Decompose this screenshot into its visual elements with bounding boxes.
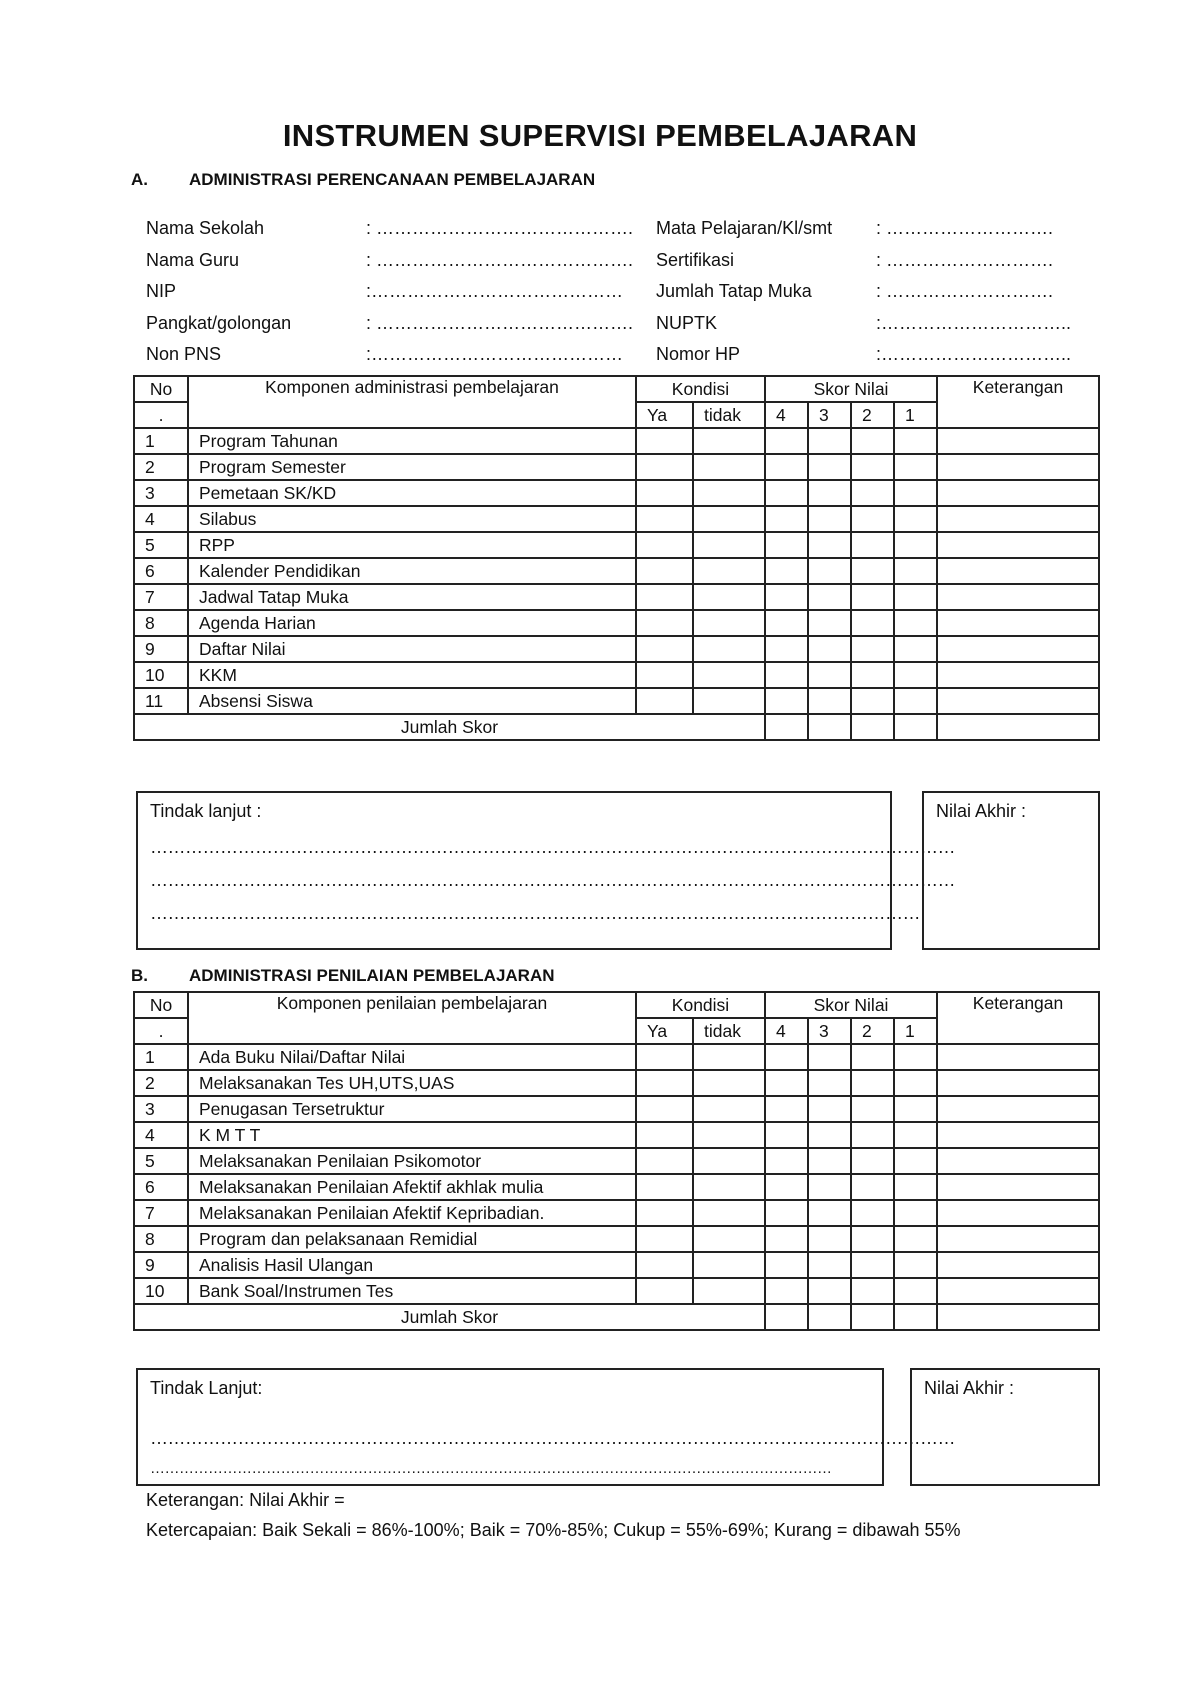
final-score-box-b[interactable] [910, 1368, 1100, 1486]
table-row [134, 558, 1099, 584]
field-label: NUPTK [656, 312, 718, 333]
cell-score-1[interactable] [894, 428, 937, 454]
row-number: 2 [134, 454, 188, 480]
cell-keterangan[interactable] [937, 636, 1099, 662]
cell-ya[interactable] [636, 1174, 693, 1200]
cell-score-1[interactable] [894, 532, 937, 558]
table-row [134, 1278, 1099, 1304]
field-label: Nomor HP [656, 344, 741, 364]
row-component: RPP [188, 532, 636, 558]
table-row [134, 1252, 1099, 1278]
cell-score-3[interactable] [808, 558, 851, 584]
cell-score-2[interactable] [851, 688, 894, 714]
total-score-4[interactable] [765, 714, 808, 740]
cell-score-4[interactable] [765, 610, 808, 636]
field-value[interactable]: :…………………………………… [366, 344, 624, 364]
row-number: 1 [134, 1044, 188, 1070]
row-component: Melaksanakan Tes UH,UTS,UAS [188, 1070, 636, 1096]
cell-score-4[interactable] [765, 454, 808, 480]
cell-keterangan[interactable] [937, 506, 1099, 532]
header-tidak: tidak [693, 402, 765, 428]
row-component: KKM [188, 662, 636, 688]
row-component: Silabus [188, 506, 636, 532]
cell-tidak[interactable] [693, 1226, 765, 1252]
cell-tidak[interactable] [693, 1174, 765, 1200]
header-keterangan: Keterangan [937, 376, 1099, 428]
cell-tidak[interactable] [693, 558, 765, 584]
cell-score-4[interactable] [765, 1252, 808, 1278]
field-value[interactable]: : ……………………………………. [366, 312, 634, 333]
row-number: 10 [134, 662, 188, 688]
cell-score-4[interactable] [765, 428, 808, 454]
cell-score-1[interactable] [894, 454, 937, 480]
cell-score-2[interactable] [851, 636, 894, 662]
row-number: 7 [134, 1200, 188, 1226]
row-number: 5 [134, 1148, 188, 1174]
cell-keterangan[interactable] [937, 688, 1099, 714]
row-number: 3 [134, 1096, 188, 1122]
total-row [134, 714, 1099, 740]
cell-tidak[interactable] [693, 636, 765, 662]
cell-score-4[interactable] [765, 480, 808, 506]
section-a-heading [131, 170, 595, 190]
cell-score-2[interactable] [851, 1096, 894, 1122]
cell-score-4[interactable] [765, 1174, 808, 1200]
cell-ya[interactable] [636, 532, 693, 558]
table-row [134, 662, 1099, 688]
table-row [134, 1174, 1099, 1200]
table-administrasi-penilaian [133, 991, 1100, 1331]
total-score-1[interactable] [894, 1304, 937, 1330]
cell-score-2[interactable] [851, 1174, 894, 1200]
cell-keterangan[interactable] [937, 532, 1099, 558]
cell-keterangan[interactable] [937, 1174, 1099, 1200]
header-tidak: tidak [693, 1018, 765, 1044]
cell-score-2[interactable] [851, 1200, 894, 1226]
cell-score-1[interactable] [894, 1174, 937, 1200]
cell-score-4[interactable] [765, 662, 808, 688]
header-no-dot: . [134, 402, 188, 428]
row-number: 4 [134, 506, 188, 532]
cell-score-4[interactable] [765, 636, 808, 662]
cell-score-3[interactable] [808, 1122, 851, 1148]
header-no: No [134, 376, 188, 402]
cell-ya[interactable] [636, 1148, 693, 1174]
table-row [134, 1096, 1099, 1122]
cell-score-2[interactable] [851, 428, 894, 454]
cell-ya[interactable] [636, 636, 693, 662]
cell-score-3[interactable] [808, 1278, 851, 1304]
row-component: Program dan pelaksanaan Remidial [188, 1226, 636, 1252]
cell-score-3[interactable] [808, 688, 851, 714]
cell-score-3[interactable] [808, 480, 851, 506]
row-component: Kalender Pendidikan [188, 558, 636, 584]
final-score-label-a: Nilai Akhir : [936, 801, 1027, 821]
cell-score-3[interactable] [808, 636, 851, 662]
cell-ya[interactable] [636, 558, 693, 584]
cell-score-2[interactable] [851, 532, 894, 558]
cell-score-4[interactable] [765, 506, 808, 532]
header-no: No [134, 992, 188, 1018]
table-row [134, 1070, 1099, 1096]
row-component: Ada Buku Nilai/Daftar Nilai [188, 1044, 636, 1070]
table-row [134, 1200, 1099, 1226]
cell-score-1[interactable] [894, 558, 937, 584]
cell-score-2[interactable] [851, 1148, 894, 1174]
cell-ya[interactable] [636, 1278, 693, 1304]
row-component: K M T T [188, 1122, 636, 1148]
header-component: Komponen administrasi pembelajaran [188, 376, 636, 428]
cell-score-1[interactable] [894, 1252, 937, 1278]
cell-tidak[interactable] [693, 428, 765, 454]
cell-score-1[interactable] [894, 1226, 937, 1252]
table-row [134, 532, 1099, 558]
header-score-3: 3 [808, 1018, 851, 1044]
cell-tidak[interactable] [693, 584, 765, 610]
section-a-title: ADMINISTRASI PERENCANAAN PEMBELAJARAN [189, 170, 596, 189]
cell-ya[interactable] [636, 584, 693, 610]
cell-ya[interactable] [636, 1070, 693, 1096]
cell-tidak[interactable] [693, 532, 765, 558]
field-value[interactable]: :………………………….. [876, 312, 1072, 333]
cell-score-2[interactable] [851, 558, 894, 584]
row-number: 10 [134, 1278, 188, 1304]
page-title: INSTRUMEN SUPERVISI PEMBELAJARAN [282, 118, 918, 153]
cell-tidak[interactable] [693, 662, 765, 688]
cell-keterangan[interactable] [937, 1226, 1099, 1252]
row-component: Bank Soal/Instrumen Tes [188, 1278, 636, 1304]
header-score-2: 2 [851, 402, 894, 428]
cell-keterangan[interactable] [937, 610, 1099, 636]
cell-score-3[interactable] [808, 610, 851, 636]
footer-ketercapaian: Ketercapaian: Baik Sekali = 86%-100%; Baik = 70%-85%; Cukup = 55%-69%; Kurang = dibawah 55% [146, 1520, 961, 1540]
total-score-2[interactable] [851, 714, 894, 740]
cell-keterangan[interactable] [937, 480, 1099, 506]
row-number: 6 [134, 558, 188, 584]
cell-ya[interactable] [636, 454, 693, 480]
cell-tidak[interactable] [693, 610, 765, 636]
field-label: Non PNS [146, 344, 222, 364]
cell-score-3[interactable] [808, 1174, 851, 1200]
total-score-2[interactable] [851, 1304, 894, 1330]
cell-score-4[interactable] [765, 1122, 808, 1148]
cell-keterangan[interactable] [937, 1122, 1099, 1148]
cell-keterangan[interactable] [937, 1148, 1099, 1174]
cell-score-4[interactable] [765, 558, 808, 584]
identity-row [146, 250, 1066, 282]
field-label: Pangkat/golongan [146, 312, 292, 333]
cell-ya[interactable] [636, 1200, 693, 1226]
followup-line-a-1[interactable]: ………………………………………………………………………………………………………………………… [150, 837, 955, 857]
table-administrasi-perencanaan [133, 375, 1100, 741]
cell-tidak[interactable] [693, 506, 765, 532]
total-score-4[interactable] [765, 1304, 808, 1330]
cell-score-3[interactable] [808, 454, 851, 480]
header-score-2: 2 [851, 1018, 894, 1044]
cell-keterangan[interactable] [937, 1070, 1099, 1096]
total-score-label: Jumlah Skor [134, 714, 765, 740]
cell-score-2[interactable] [851, 584, 894, 610]
field-value[interactable]: : ………………………. [876, 218, 1054, 238]
row-component: Program Semester [188, 454, 636, 480]
table-row [134, 688, 1099, 714]
cell-score-4[interactable] [765, 584, 808, 610]
header-keterangan: Keterangan [937, 992, 1099, 1044]
cell-score-2[interactable] [851, 506, 894, 532]
row-component: Analisis Hasil Ulangan [188, 1252, 636, 1278]
followup-line-b-2[interactable]: …………………………………………………………………………………………………………………………… [150, 1460, 832, 1477]
row-number: 8 [134, 1226, 188, 1252]
cell-keterangan[interactable] [937, 1096, 1099, 1122]
cell-ya[interactable] [636, 1044, 693, 1070]
row-number: 1 [134, 428, 188, 454]
row-number: 8 [134, 610, 188, 636]
cell-score-4[interactable] [765, 1044, 808, 1070]
header-ya: Ya [636, 402, 693, 428]
row-number: 11 [134, 688, 188, 714]
cell-score-2[interactable] [851, 1278, 894, 1304]
field-value[interactable]: :………………………….. [876, 344, 1072, 364]
cell-keterangan[interactable] [937, 1200, 1099, 1226]
cell-score-3[interactable] [808, 1252, 851, 1278]
total-score-3[interactable] [808, 714, 851, 740]
cell-tidak[interactable] [693, 1252, 765, 1278]
cell-keterangan[interactable] [937, 584, 1099, 610]
cell-tidak[interactable] [693, 1044, 765, 1070]
cell-score-1[interactable] [894, 480, 937, 506]
cell-keterangan[interactable] [937, 558, 1099, 584]
cell-ya[interactable] [636, 1122, 693, 1148]
cell-tidak[interactable] [693, 454, 765, 480]
field-value[interactable]: : ……………………………………. [366, 218, 634, 238]
final-score-label-b: Nilai Akhir : [924, 1378, 1015, 1398]
followup-line-b-1[interactable]: ………………………………………………………………………………………………………………………… [150, 1428, 955, 1448]
field-value[interactable]: :…………………………………… [366, 281, 624, 301]
cell-ya[interactable] [636, 662, 693, 688]
cell-score-4[interactable] [765, 532, 808, 558]
row-number: 9 [134, 636, 188, 662]
row-component: Melaksanakan Penilaian Afektif akhlak mulia [188, 1174, 636, 1200]
cell-tidak[interactable] [693, 1278, 765, 1304]
cell-score-4[interactable] [765, 1148, 808, 1174]
cell-tidak[interactable] [693, 480, 765, 506]
footer-keterangan: Keterangan: Nilai Akhir = [146, 1490, 345, 1510]
followup-label-a: Tindak lanjut : [150, 801, 262, 821]
identity-row [146, 281, 1066, 313]
final-score-box-a[interactable] [922, 791, 1100, 950]
cell-score-1[interactable] [894, 506, 937, 532]
field-value[interactable]: : ………………………. [876, 281, 1054, 301]
table-row [134, 506, 1099, 532]
cell-score-3[interactable] [808, 1200, 851, 1226]
cell-tidak[interactable] [693, 1148, 765, 1174]
cell-score-4[interactable] [765, 1226, 808, 1252]
section-a-letter: A. [131, 170, 148, 189]
table-row [134, 454, 1099, 480]
cell-ya[interactable] [636, 1252, 693, 1278]
cell-ya[interactable] [636, 1096, 693, 1122]
header-ya: Ya [636, 1018, 693, 1044]
total-keterangan[interactable] [937, 714, 1099, 740]
cell-keterangan[interactable] [937, 1252, 1099, 1278]
total-keterangan[interactable] [937, 1304, 1099, 1330]
cell-keterangan[interactable] [937, 662, 1099, 688]
cell-tidak[interactable] [693, 688, 765, 714]
row-component: Melaksanakan Penilaian Afektif Kepribadian. [188, 1200, 636, 1226]
field-label: Nama Sekolah [146, 218, 265, 238]
cell-score-1[interactable] [894, 1070, 937, 1096]
field-value[interactable]: : ………………………. [876, 249, 1054, 270]
field-label: Nama Guru [146, 249, 240, 270]
field-label: NIP [146, 281, 177, 301]
header-kondisi: Kondisi [636, 376, 765, 402]
section-b-title: ADMINISTRASI PENILAIAN PEMBELAJARAN [189, 966, 555, 985]
cell-score-2[interactable] [851, 610, 894, 636]
cell-score-3[interactable] [808, 428, 851, 454]
row-number: 6 [134, 1174, 188, 1200]
field-label: Jumlah Tatap Muka [656, 281, 812, 301]
row-number: 2 [134, 1070, 188, 1096]
row-component: Agenda Harian [188, 610, 636, 636]
cell-score-2[interactable] [851, 1070, 894, 1096]
followup-line-a-3[interactable]: …………………………………………………………………………………………………………………… [150, 903, 920, 923]
table-row [134, 610, 1099, 636]
field-label: Mata Pelajaran/Kl/smt [656, 218, 833, 238]
cell-keterangan[interactable] [937, 428, 1099, 454]
followup-box-b [136, 1368, 955, 1486]
cell-score-2[interactable] [851, 662, 894, 688]
row-component: Pemetaan SK/KD [188, 480, 636, 506]
cell-score-2[interactable] [851, 1226, 894, 1252]
cell-tidak[interactable] [693, 1070, 765, 1096]
cell-score-2[interactable] [851, 1252, 894, 1278]
row-number: 3 [134, 480, 188, 506]
cell-score-4[interactable] [765, 1278, 808, 1304]
cell-score-2[interactable] [851, 1044, 894, 1070]
row-number: 7 [134, 584, 188, 610]
identity-row [146, 344, 1072, 376]
table-row [134, 480, 1099, 506]
total-row [134, 1304, 1099, 1330]
cell-score-2[interactable] [851, 1122, 894, 1148]
section-b-letter: B. [131, 966, 148, 985]
header-no-dot: . [134, 1018, 188, 1044]
cell-ya[interactable] [636, 610, 693, 636]
row-component: Penugasan Tersetruktur [188, 1096, 636, 1122]
cell-score-4[interactable] [765, 688, 808, 714]
cell-score-1[interactable] [894, 662, 937, 688]
header-score-4: 4 [765, 402, 808, 428]
cell-tidak[interactable] [693, 1096, 765, 1122]
followup-box-a [136, 791, 955, 950]
cell-score-3[interactable] [808, 1148, 851, 1174]
row-number: 4 [134, 1122, 188, 1148]
cell-ya[interactable] [636, 480, 693, 506]
table-row [134, 584, 1099, 610]
identity-fields [146, 218, 1072, 376]
cell-ya[interactable] [636, 1226, 693, 1252]
cell-score-2[interactable] [851, 480, 894, 506]
cell-score-1[interactable] [894, 1200, 937, 1226]
header-skor-nilai: Skor Nilai [765, 992, 937, 1018]
section-b-heading [131, 966, 555, 986]
header-skor-nilai: Skor Nilai [765, 376, 937, 402]
identity-row [146, 218, 1066, 250]
cell-score-2[interactable] [851, 454, 894, 480]
cell-score-3[interactable] [808, 1096, 851, 1122]
header-score-3: 3 [808, 402, 851, 428]
cell-score-3[interactable] [808, 584, 851, 610]
header-component: Komponen penilaian pembelajaran [188, 992, 636, 1044]
header-score-1: 1 [894, 1018, 937, 1044]
cell-score-1[interactable] [894, 1278, 937, 1304]
table-row [134, 1122, 1099, 1148]
cell-score-4[interactable] [765, 1096, 808, 1122]
cell-tidak[interactable] [693, 1200, 765, 1226]
header-score-1: 1 [894, 402, 937, 428]
cell-score-1[interactable] [894, 1044, 937, 1070]
cell-ya[interactable] [636, 688, 693, 714]
total-score-3[interactable] [808, 1304, 851, 1330]
table-row [134, 636, 1099, 662]
header-kondisi: Kondisi [636, 992, 765, 1018]
cell-keterangan[interactable] [937, 1278, 1099, 1304]
row-number: 9 [134, 1252, 188, 1278]
cell-score-1[interactable] [894, 584, 937, 610]
row-component: Absensi Siswa [188, 688, 636, 714]
cell-score-4[interactable] [765, 1200, 808, 1226]
cell-keterangan[interactable] [937, 454, 1099, 480]
cell-score-3[interactable] [808, 1044, 851, 1070]
total-score-label: Jumlah Skor [134, 1304, 765, 1330]
table-row [134, 1044, 1099, 1070]
cell-score-3[interactable] [808, 662, 851, 688]
table-row [134, 1226, 1099, 1252]
cell-score-1[interactable] [894, 636, 937, 662]
cell-score-1[interactable] [894, 610, 937, 636]
identity-row [146, 312, 1072, 345]
followup-line-a-2[interactable]: ………………………………………………………………………………………………………………………… [150, 870, 955, 890]
row-component: Program Tahunan [188, 428, 636, 454]
row-component: Melaksanakan Penilaian Psikomotor [188, 1148, 636, 1174]
total-score-1[interactable] [894, 714, 937, 740]
field-value[interactable]: : ……………………………………. [366, 249, 634, 270]
cell-score-4[interactable] [765, 1070, 808, 1096]
cell-score-1[interactable] [894, 1148, 937, 1174]
cell-keterangan[interactable] [937, 1044, 1099, 1070]
cell-score-3[interactable] [808, 1226, 851, 1252]
header-score-4: 4 [765, 1018, 808, 1044]
field-label: Sertifikasi [656, 249, 735, 270]
table-row [134, 428, 1099, 454]
cell-score-3[interactable] [808, 1070, 851, 1096]
row-number: 5 [134, 532, 188, 558]
cell-score-1[interactable] [894, 1122, 937, 1148]
cell-score-1[interactable] [894, 1096, 937, 1122]
row-component: Jadwal Tatap Muka [188, 584, 636, 610]
followup-label-b: Tindak Lanjut: [150, 1378, 263, 1398]
cell-tidak[interactable] [693, 1122, 765, 1148]
row-component: Daftar Nilai [188, 636, 636, 662]
cell-ya[interactable] [636, 428, 693, 454]
table-row [134, 1148, 1099, 1174]
cell-score-3[interactable] [808, 506, 851, 532]
cell-ya[interactable] [636, 506, 693, 532]
cell-score-3[interactable] [808, 532, 851, 558]
cell-score-1[interactable] [894, 688, 937, 714]
